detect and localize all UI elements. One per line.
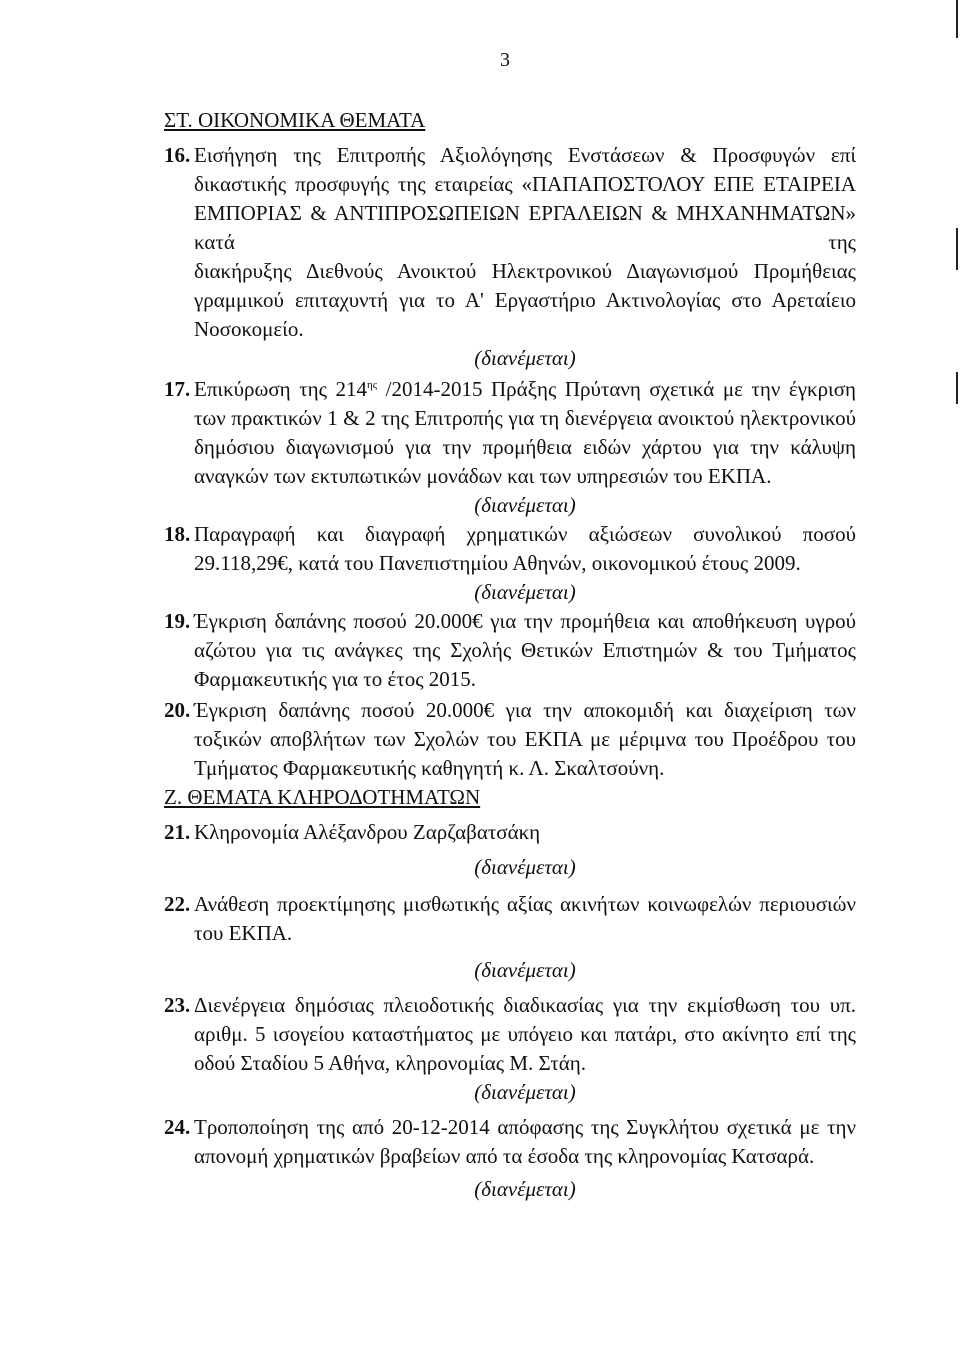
section-bequests: [164, 783, 856, 1204]
item-line: [194, 375, 856, 404]
item-number: 20.: [164, 698, 191, 722]
item-line: Έγκριση δαπάνης ποσού 20.000€ για την προμήθεια και αποθήκευση υγρού: [194, 609, 856, 633]
agenda-item-22: [164, 890, 856, 948]
agenda-item-21: [164, 818, 856, 847]
agenda-item-16: [164, 141, 856, 344]
agenda-item-17: [164, 375, 856, 491]
item-line: 29.118,29€, κατά του Πανεπιστημίου Αθηνών, οικονομικού έτους 2009.: [194, 551, 801, 575]
ordinal-suffix: ης: [366, 379, 378, 391]
agenda-item-19: [164, 607, 856, 694]
item-number: 16.: [164, 143, 191, 167]
item-number: 21.: [164, 820, 191, 844]
item-line: Τροποποίηση της από 20-12-2014 απόφασης της Συγκλήτου σχετικά με την: [194, 1115, 856, 1139]
status-label: (διανέμεται): [474, 580, 576, 604]
item-number: 19.: [164, 609, 191, 633]
scan-edge-mark: [956, 0, 958, 38]
scan-edge-mark: [956, 228, 958, 270]
section-title: Ζ. ΘΕΜΑΤΑ ΚΛΗΡΟΔΟΤΗΜΑΤΩΝ: [164, 785, 481, 809]
scan-edge-mark: [956, 372, 958, 404]
page-number: 3: [500, 49, 510, 71]
item-number: 17.: [164, 377, 191, 401]
item-line: δημόσιου διαγωνισμού για την προμήθεια ειδών χάρτου για την κάλυψη: [194, 435, 856, 459]
item-line: τοξικών αποβλήτων των Σχολών του ΕΚΠΑ με μέριμνα του Προέδρου του: [194, 727, 856, 751]
item-line: Ανάθεση προεκτίμησης μισθωτικής αξίας ακινήτων κοινωφελών περιουσιών: [194, 892, 856, 916]
item-text: Επικύρωση της 214: [194, 377, 367, 401]
item-line: διακήρυξης Διεθνούς Ανοικτού Ηλεκτρονικού Διαγωνισμού Προμήθειας: [194, 259, 856, 283]
item-line: Νοσοκομείο.: [194, 317, 304, 341]
item-line: των πρακτικών 1 & 2 της Επιτροπής για τη διενέργεια ανοικτού ηλεκτρονικού: [194, 406, 856, 430]
item-number: 22.: [164, 892, 191, 916]
item-number: 18.: [164, 522, 191, 546]
status-label: (διανέμεται): [474, 855, 576, 879]
item-line: Έγκριση δαπάνης ποσού 20.000€ για την αποκομιδή και διαχείριση των: [194, 698, 856, 722]
item-line: Φαρμακευτικής για το έτος 2015.: [194, 667, 477, 691]
item-line: αζώτου για τις ανάγκες της Σχολής Θετικών Επιστημών & του Τμήματος: [194, 638, 856, 662]
item-line: Παραγραφή και διαγραφή χρηματικών αξιώσεων συνολικού ποσού: [194, 522, 856, 546]
agenda-item-23: [164, 991, 856, 1078]
section-title: ΣΤ. ΟΙΚΟΝΟΜΙΚΑ ΘΕΜΑΤΑ: [164, 108, 426, 132]
item-line: του ΕΚΠΑ.: [194, 921, 293, 945]
agenda-item-24: [164, 1113, 856, 1171]
item-line: οδού Σταδίου 5 Αθήνα, κληρονομίας Μ. Στάη.: [194, 1051, 587, 1075]
item-line: Διενέργεια δημόσιας πλειοδοτικής διαδικασίας για την εκμίσθωση του υπ.: [194, 993, 856, 1017]
item-line: δικαστικής προσφυγής της εταιρείας «ΠΑΠΑΠΟΣΤΟΛΟΥ ΕΠΕ ΕΤΑΙΡΕΙΑ: [194, 172, 856, 196]
item-line: αριθμ. 5 ισογείου καταστήματος με υπόγειο και πατάρι, στο ακίνητο επί της: [194, 1022, 856, 1046]
status-label: (διανέμεται): [474, 958, 576, 982]
item-line: Τμήματος Φαρμακευτικής καθηγητή κ. Λ. Σκαλτσούνη.: [194, 756, 665, 780]
item-number: 24.: [164, 1115, 191, 1139]
item-line: απονομή χρηματικών βραβείων από τα έσοδα της κληρονομίας Κατσαρά.: [194, 1144, 815, 1168]
item-line: αναγκών των εκτυπωτικών μονάδων και των υπηρεσιών του ΕΚΠΑ.: [194, 464, 772, 488]
status-label: (διανέμεται): [474, 1080, 576, 1104]
section-financial: [164, 106, 856, 783]
status-label: (διανέμεται): [474, 1177, 576, 1201]
item-line: γραμμικού επιταχυντή για το Α' Εργαστήριο Ακτινολογίας στο Αρεταίειο: [194, 288, 856, 312]
agenda-item-18: [164, 520, 856, 578]
item-text: /2014-2015 Πράξης Πρύτανη σχετικά με την έγκριση: [377, 377, 856, 401]
status-label: (διανέμεται): [474, 493, 576, 517]
item-line: ΕΜΠΟΡΙΑΣ & ΑΝΤΙΠΡΟΣΩΠΕΙΩΝ ΕΡΓΑΛΕΙΩΝ & ΜΗΧΑΝΗΜΑΤΩΝ» κατά της: [194, 201, 856, 254]
agenda-item-20: [164, 696, 856, 783]
status-label: (διανέμεται): [474, 346, 576, 370]
item-line: Κληρονομία Αλέξανδρου Ζαρζαβατσάκη: [194, 820, 541, 844]
item-number: 23.: [164, 993, 191, 1017]
item-line: Εισήγηση της Επιτροπής Αξιολόγησης Ενστάσεων & Προσφυγών επί: [194, 143, 856, 167]
